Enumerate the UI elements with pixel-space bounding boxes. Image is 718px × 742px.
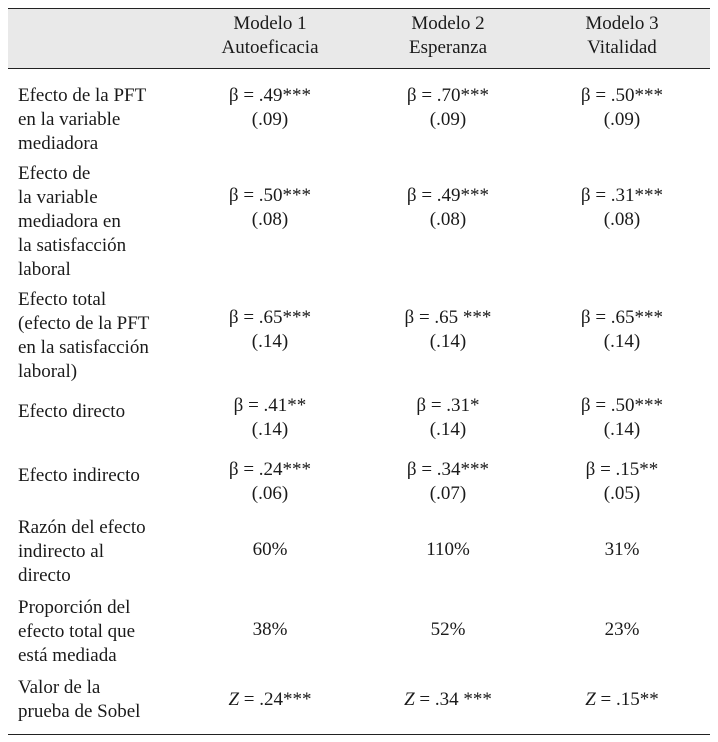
table-cell bbox=[185, 688, 355, 712]
row-label-line: en la satisfacción bbox=[18, 337, 149, 358]
row-label-line: en la variable bbox=[18, 109, 121, 130]
cell-se: (.14) bbox=[603, 331, 641, 352]
cell-value: β = .50*** bbox=[580, 85, 664, 106]
table-cell bbox=[185, 394, 355, 442]
row-label-line: Efecto de la PFT bbox=[18, 85, 147, 106]
table-cell bbox=[363, 84, 533, 132]
row-label-line: mediadora en bbox=[18, 211, 121, 232]
cell-value: β = .34*** bbox=[406, 459, 490, 480]
cell-value: 110% bbox=[426, 539, 470, 560]
cell-se: (.09) bbox=[429, 109, 467, 130]
table-header-rule bbox=[8, 68, 710, 69]
row-label-line: directo bbox=[18, 565, 71, 586]
row-label-line: (efecto de la PFT bbox=[18, 313, 150, 334]
row-label-line: prueba de Sobel bbox=[18, 701, 141, 722]
table-top-rule bbox=[8, 8, 710, 9]
cell-value: 23% bbox=[604, 619, 640, 640]
table-cell bbox=[185, 306, 355, 354]
cell-value: β = .24*** bbox=[228, 459, 312, 480]
cell-se: (.09) bbox=[251, 109, 289, 130]
cell-value: β = .49*** bbox=[406, 185, 490, 206]
column-header-sub: Vitalidad bbox=[587, 37, 657, 58]
cell-value: β = .15** bbox=[585, 459, 659, 480]
cell-value: β = .41** bbox=[233, 395, 307, 416]
column-header-modelo-1 bbox=[185, 12, 355, 60]
table-cell bbox=[537, 538, 707, 562]
row-label-line: Razón del efecto bbox=[18, 517, 146, 538]
table-cell bbox=[185, 618, 355, 642]
row-label-line: mediadora bbox=[18, 133, 99, 154]
cell-value: Z = .24*** bbox=[228, 689, 312, 710]
row-label-line: Efecto total bbox=[18, 289, 107, 310]
row-label-efecto-mediadora-satisfaccion bbox=[18, 162, 198, 282]
cell-se: (.14) bbox=[429, 331, 467, 352]
cell-se: (.14) bbox=[251, 331, 289, 352]
table-cell bbox=[363, 618, 533, 642]
row-label-line: la variable bbox=[18, 187, 98, 208]
row-label-line: está mediada bbox=[18, 645, 117, 666]
row-label-line: efecto total que bbox=[18, 621, 136, 642]
cell-value: β = .65*** bbox=[580, 307, 664, 328]
table-cell bbox=[363, 394, 533, 442]
row-label-line: indirecto al bbox=[18, 541, 104, 562]
cell-value: Z = .15** bbox=[585, 689, 659, 710]
row-label-efecto-directo bbox=[18, 400, 198, 424]
cell-value: 31% bbox=[604, 539, 640, 560]
column-header-name: Modelo 2 bbox=[411, 13, 485, 34]
cell-se: (.09) bbox=[603, 109, 641, 130]
table-cell bbox=[185, 538, 355, 562]
row-label-line: laboral) bbox=[18, 361, 78, 382]
cell-value: 38% bbox=[252, 619, 288, 640]
row-label-prueba-sobel bbox=[18, 676, 198, 724]
cell-value: β = .49*** bbox=[228, 85, 312, 106]
table-cell bbox=[185, 184, 355, 232]
cell-value: β = .50*** bbox=[228, 185, 312, 206]
table-cell bbox=[537, 84, 707, 132]
row-label-razon-efecto bbox=[18, 516, 198, 588]
table-cell bbox=[537, 306, 707, 354]
row-label-line: Proporción del bbox=[18, 597, 131, 618]
row-label-line: la satisfacción bbox=[18, 235, 127, 256]
cell-value: β = .50*** bbox=[580, 395, 664, 416]
row-label-efecto-indirecto bbox=[18, 464, 198, 488]
row-label-line: Efecto indirecto bbox=[18, 465, 140, 486]
table-cell bbox=[537, 184, 707, 232]
column-header-name: Modelo 3 bbox=[585, 13, 659, 34]
table-cell bbox=[363, 688, 533, 712]
z-statistic-symbol: Z bbox=[228, 689, 240, 710]
column-header-modelo-2 bbox=[363, 12, 533, 60]
cell-se: (.08) bbox=[603, 209, 641, 230]
z-statistic-symbol: Z bbox=[585, 689, 596, 710]
cell-value: β = .70*** bbox=[406, 85, 490, 106]
column-header-modelo-3 bbox=[537, 12, 707, 60]
row-label-line: laboral bbox=[18, 259, 71, 280]
table-cell bbox=[185, 84, 355, 132]
cell-se: (.14) bbox=[429, 419, 467, 440]
cell-value: β = .65 *** bbox=[404, 307, 492, 328]
row-label-line: Efecto directo bbox=[18, 401, 126, 422]
cell-se: (.08) bbox=[429, 209, 467, 230]
table-cell bbox=[363, 306, 533, 354]
row-label-line: Valor de la bbox=[18, 677, 101, 698]
table-cell bbox=[363, 538, 533, 562]
cell-value: Z = .34 *** bbox=[404, 689, 492, 710]
table-cell bbox=[537, 688, 707, 712]
cell-se: (.06) bbox=[251, 483, 289, 504]
column-header-sub: Esperanza bbox=[408, 37, 488, 58]
cell-value: 52% bbox=[430, 619, 466, 640]
table-cell bbox=[185, 458, 355, 506]
cell-value: β = .31* bbox=[416, 395, 480, 416]
z-statistic-symbol: Z bbox=[404, 689, 415, 710]
table-bottom-rule bbox=[8, 734, 710, 735]
cell-se: (.05) bbox=[603, 483, 641, 504]
row-label-efecto-total bbox=[18, 288, 198, 384]
table-cell bbox=[537, 394, 707, 442]
table-cell bbox=[363, 184, 533, 232]
cell-value: β = .65*** bbox=[228, 307, 312, 328]
table-cell bbox=[537, 618, 707, 642]
row-label-proporcion-efecto bbox=[18, 596, 198, 668]
cell-value: 60% bbox=[252, 539, 288, 560]
row-label-efecto-pft-mediadora bbox=[18, 84, 198, 156]
table-cell bbox=[537, 458, 707, 506]
cell-se: (.14) bbox=[251, 419, 289, 440]
column-header-sub: Autoeficacia bbox=[221, 37, 319, 58]
column-header-name: Modelo 1 bbox=[233, 13, 307, 34]
cell-value: β = .31*** bbox=[580, 185, 664, 206]
cell-se: (.07) bbox=[429, 483, 467, 504]
cell-se: (.08) bbox=[251, 209, 289, 230]
cell-se: (.14) bbox=[603, 419, 641, 440]
table-cell bbox=[363, 458, 533, 506]
row-label-line: Efecto de bbox=[18, 163, 91, 184]
